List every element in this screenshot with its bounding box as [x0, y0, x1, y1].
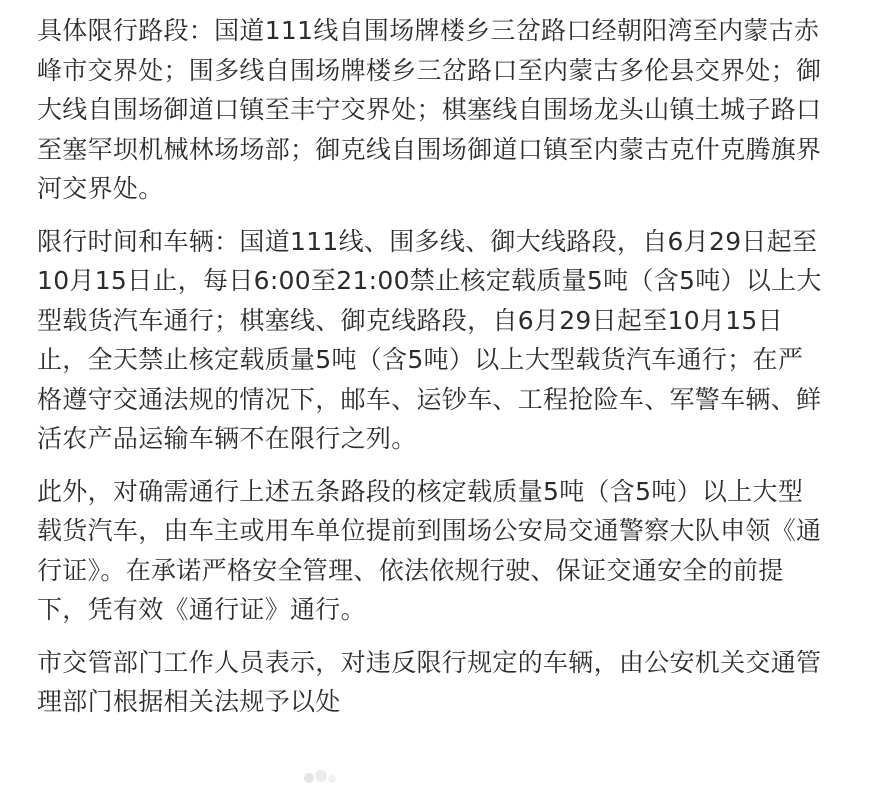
text-line: 市交管部门工作人员表示，对违反限行规定的车辆，由公安机关交通管: [37, 647, 822, 677]
bottom-fade-overlay: [0, 742, 879, 800]
paragraph-route-details: [37, 11, 859, 209]
text-line: 河交界处。: [37, 174, 164, 203]
text-line: 大线自围场御道口镇至丰宁交界处；棋塞线自围场龙头山镇土城子路口: [37, 95, 822, 124]
text-line: 限行时间和车辆：国道111线、围多线、御大线路段，自6月29日起至: [37, 226, 818, 256]
paragraph-time-and-vehicles: [37, 222, 859, 459]
text-line: 型载货汽车通行；棋塞线、御克线路段，自6月29日起至10月15日: [37, 305, 783, 335]
text-line: 下，凭有效《通行证》通行。: [37, 595, 366, 624]
watermark-icon: [300, 764, 340, 792]
paragraph-permit: [37, 472, 859, 630]
article-body: [37, 11, 859, 735]
text-line: 载货汽车，由车主或用车单位提前到围场公安局交通警察大队申领《通: [37, 516, 822, 545]
text-line: 行证》。在承诺严格安全管理、依法依规行驶、保证交通安全的前提: [37, 555, 784, 585]
text-line-faded: 理部门根据相关法规予以处: [37, 687, 341, 716]
paragraph-enforcement: [37, 643, 859, 722]
text-line: 具体限行路段：国道111线自围场牌楼乡三岔路口经朝阳湾至内蒙古赤: [37, 16, 820, 45]
text-line: 峰市交界处；围多线自围场牌楼乡三岔路口至内蒙古多伦县交界处；御: [37, 55, 822, 85]
text-line: 止，全天禁止核定载质量5吨（含5吨）以上大型载货汽车通行；在严: [37, 345, 804, 374]
text-line: 活农产品运输车辆不在限行之列。: [37, 424, 417, 453]
text-line: 格遵守交通法规的情况下，邮车、运钞车、工程抢险车、军警车辆、鲜: [37, 384, 822, 414]
text-line: 10月15日止，每日6:00至21:00禁止核定载质量5吨（含5吨）以上大: [37, 266, 822, 295]
text-line: 至塞罕坝机械林场场部；御克线自围场御道口镇至内蒙古克什克腾旗界: [37, 134, 822, 164]
text-line: 此外，对确需通行上述五条路段的核定载质量5吨（含5吨）以上大型: [37, 476, 804, 506]
